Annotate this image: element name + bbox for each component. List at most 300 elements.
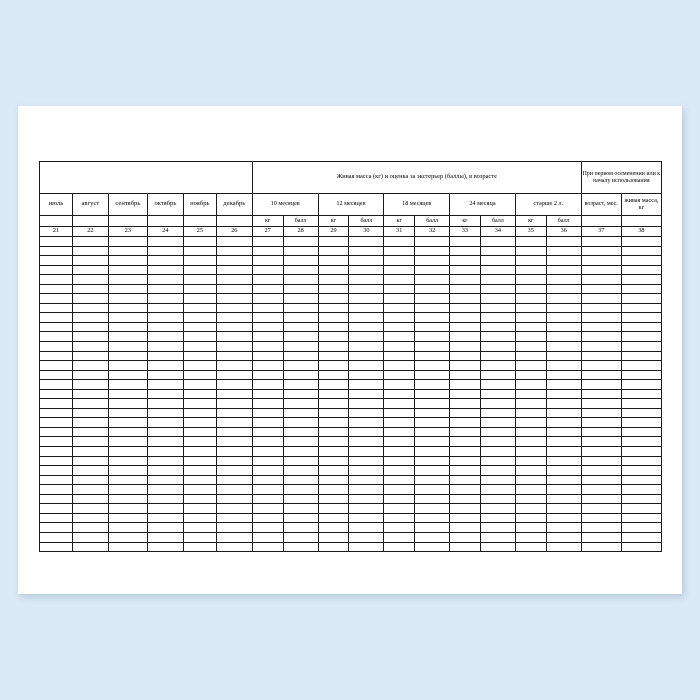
table-cell[interactable] bbox=[147, 542, 183, 552]
table-cell[interactable] bbox=[415, 427, 450, 437]
table-cell[interactable] bbox=[252, 294, 283, 304]
table-cell[interactable] bbox=[318, 399, 349, 409]
table-cell[interactable] bbox=[515, 380, 546, 390]
table-cell[interactable] bbox=[72, 380, 108, 390]
table-cell[interactable] bbox=[349, 342, 384, 352]
table-cell[interactable] bbox=[621, 332, 661, 342]
table-cell[interactable] bbox=[318, 351, 349, 361]
table-cell[interactable] bbox=[480, 456, 515, 466]
table-cell[interactable] bbox=[318, 513, 349, 523]
table-cell[interactable] bbox=[283, 456, 318, 466]
table-cell[interactable] bbox=[108, 466, 147, 476]
table-cell[interactable] bbox=[40, 418, 73, 428]
table-cell[interactable] bbox=[183, 275, 216, 285]
table-cell[interactable] bbox=[480, 361, 515, 371]
table-cell[interactable] bbox=[183, 485, 216, 495]
table-cell[interactable] bbox=[515, 494, 546, 504]
table-cell[interactable] bbox=[450, 322, 481, 332]
table-cell[interactable] bbox=[450, 513, 481, 523]
table-cell[interactable] bbox=[546, 408, 581, 418]
table-cell[interactable] bbox=[415, 275, 450, 285]
table-cell[interactable] bbox=[283, 351, 318, 361]
table-cell[interactable] bbox=[581, 437, 621, 447]
table-cell[interactable] bbox=[621, 456, 661, 466]
table-cell[interactable] bbox=[252, 485, 283, 495]
table-row[interactable] bbox=[40, 408, 662, 418]
table-cell[interactable] bbox=[283, 370, 318, 380]
table-cell[interactable] bbox=[384, 303, 415, 313]
table-cell[interactable] bbox=[40, 427, 73, 437]
table-cell[interactable] bbox=[546, 466, 581, 476]
table-cell[interactable] bbox=[581, 294, 621, 304]
table-cell[interactable] bbox=[384, 313, 415, 323]
table-cell[interactable] bbox=[349, 256, 384, 266]
table-cell[interactable] bbox=[147, 494, 183, 504]
table-cell[interactable] bbox=[318, 456, 349, 466]
table-cell[interactable] bbox=[72, 447, 108, 457]
table-row[interactable] bbox=[40, 427, 662, 437]
table-cell[interactable] bbox=[415, 294, 450, 304]
table-cell[interactable] bbox=[183, 332, 216, 342]
table-cell[interactable] bbox=[515, 284, 546, 294]
table-cell[interactable] bbox=[581, 332, 621, 342]
table-cell[interactable] bbox=[450, 504, 481, 514]
table-cell[interactable] bbox=[546, 370, 581, 380]
table-cell[interactable] bbox=[384, 332, 415, 342]
table-cell[interactable] bbox=[349, 466, 384, 476]
table-cell[interactable] bbox=[480, 322, 515, 332]
table-cell[interactable] bbox=[72, 342, 108, 352]
table-cell[interactable] bbox=[252, 237, 283, 247]
table-cell[interactable] bbox=[349, 485, 384, 495]
table-cell[interactable] bbox=[546, 322, 581, 332]
table-row[interactable] bbox=[40, 351, 662, 361]
table-cell[interactable] bbox=[216, 313, 252, 323]
table-cell[interactable] bbox=[581, 303, 621, 313]
table-cell[interactable] bbox=[252, 370, 283, 380]
table-cell[interactable] bbox=[216, 294, 252, 304]
table-cell[interactable] bbox=[40, 380, 73, 390]
table-cell[interactable] bbox=[318, 361, 349, 371]
table-cell[interactable] bbox=[384, 246, 415, 256]
table-cell[interactable] bbox=[621, 284, 661, 294]
table-cell[interactable] bbox=[480, 370, 515, 380]
table-cell[interactable] bbox=[621, 370, 661, 380]
table-cell[interactable] bbox=[183, 351, 216, 361]
table-cell[interactable] bbox=[621, 504, 661, 514]
table-cell[interactable] bbox=[216, 256, 252, 266]
table-cell[interactable] bbox=[384, 256, 415, 266]
table-cell[interactable] bbox=[515, 370, 546, 380]
table-cell[interactable] bbox=[384, 542, 415, 552]
table-cell[interactable] bbox=[450, 265, 481, 275]
table-cell[interactable] bbox=[515, 456, 546, 466]
table-cell[interactable] bbox=[318, 380, 349, 390]
table-cell[interactable] bbox=[147, 408, 183, 418]
table-cell[interactable] bbox=[108, 246, 147, 256]
table-cell[interactable] bbox=[415, 456, 450, 466]
table-cell[interactable] bbox=[581, 380, 621, 390]
table-cell[interactable] bbox=[318, 342, 349, 352]
table-cell[interactable] bbox=[283, 313, 318, 323]
table-cell[interactable] bbox=[349, 437, 384, 447]
table-row[interactable] bbox=[40, 399, 662, 409]
table-cell[interactable] bbox=[216, 456, 252, 466]
table-cell[interactable] bbox=[40, 408, 73, 418]
table-cell[interactable] bbox=[147, 265, 183, 275]
table-cell[interactable] bbox=[450, 456, 481, 466]
table-cell[interactable] bbox=[546, 332, 581, 342]
table-cell[interactable] bbox=[40, 447, 73, 457]
table-cell[interactable] bbox=[147, 313, 183, 323]
table-cell[interactable] bbox=[216, 303, 252, 313]
table-cell[interactable] bbox=[515, 513, 546, 523]
table-cell[interactable] bbox=[252, 532, 283, 542]
table-cell[interactable] bbox=[415, 542, 450, 552]
table-cell[interactable] bbox=[480, 313, 515, 323]
table-cell[interactable] bbox=[415, 256, 450, 266]
table-cell[interactable] bbox=[283, 284, 318, 294]
table-cell[interactable] bbox=[349, 265, 384, 275]
table-cell[interactable] bbox=[283, 275, 318, 285]
table-cell[interactable] bbox=[318, 418, 349, 428]
table-cell[interactable] bbox=[581, 532, 621, 542]
table-cell[interactable] bbox=[450, 275, 481, 285]
table-cell[interactable] bbox=[147, 342, 183, 352]
table-cell[interactable] bbox=[40, 437, 73, 447]
table-cell[interactable] bbox=[349, 322, 384, 332]
table-cell[interactable] bbox=[415, 447, 450, 457]
table-cell[interactable] bbox=[450, 256, 481, 266]
table-cell[interactable] bbox=[108, 532, 147, 542]
table-cell[interactable] bbox=[621, 246, 661, 256]
table-cell[interactable] bbox=[108, 456, 147, 466]
table-cell[interactable] bbox=[72, 303, 108, 313]
table-cell[interactable] bbox=[252, 389, 283, 399]
table-cell[interactable] bbox=[108, 256, 147, 266]
table-cell[interactable] bbox=[108, 284, 147, 294]
table-cell[interactable] bbox=[546, 389, 581, 399]
table-cell[interactable] bbox=[40, 351, 73, 361]
table-cell[interactable] bbox=[581, 475, 621, 485]
table-cell[interactable] bbox=[40, 303, 73, 313]
table-cell[interactable] bbox=[183, 256, 216, 266]
table-cell[interactable] bbox=[252, 504, 283, 514]
table-cell[interactable] bbox=[349, 389, 384, 399]
table-row[interactable] bbox=[40, 303, 662, 313]
table-cell[interactable] bbox=[450, 447, 481, 457]
table-cell[interactable] bbox=[621, 351, 661, 361]
table-cell[interactable] bbox=[581, 408, 621, 418]
table-cell[interactable] bbox=[108, 351, 147, 361]
table-cell[interactable] bbox=[108, 494, 147, 504]
table-cell[interactable] bbox=[415, 265, 450, 275]
table-cell[interactable] bbox=[108, 408, 147, 418]
table-cell[interactable] bbox=[621, 532, 661, 542]
table-cell[interactable] bbox=[621, 437, 661, 447]
table-cell[interactable] bbox=[147, 256, 183, 266]
table-cell[interactable] bbox=[546, 494, 581, 504]
table-cell[interactable] bbox=[183, 542, 216, 552]
table-cell[interactable] bbox=[450, 303, 481, 313]
table-cell[interactable] bbox=[40, 485, 73, 495]
table-cell[interactable] bbox=[216, 361, 252, 371]
table-cell[interactable] bbox=[72, 351, 108, 361]
table-cell[interactable] bbox=[252, 408, 283, 418]
table-cell[interactable] bbox=[581, 504, 621, 514]
table-cell[interactable] bbox=[621, 408, 661, 418]
table-cell[interactable] bbox=[216, 322, 252, 332]
table-cell[interactable] bbox=[480, 342, 515, 352]
table-cell[interactable] bbox=[147, 456, 183, 466]
table-cell[interactable] bbox=[216, 284, 252, 294]
table-cell[interactable] bbox=[283, 408, 318, 418]
table-cell[interactable] bbox=[216, 523, 252, 533]
table-cell[interactable] bbox=[108, 380, 147, 390]
table-cell[interactable] bbox=[183, 313, 216, 323]
table-cell[interactable] bbox=[252, 427, 283, 437]
table-cell[interactable] bbox=[621, 275, 661, 285]
table-cell[interactable] bbox=[72, 466, 108, 476]
table-cell[interactable] bbox=[349, 370, 384, 380]
table-cell[interactable] bbox=[72, 313, 108, 323]
table-cell[interactable] bbox=[108, 237, 147, 247]
table-cell[interactable] bbox=[283, 466, 318, 476]
table-cell[interactable] bbox=[72, 427, 108, 437]
table-cell[interactable] bbox=[480, 399, 515, 409]
table-cell[interactable] bbox=[318, 389, 349, 399]
table-cell[interactable] bbox=[318, 284, 349, 294]
table-cell[interactable] bbox=[349, 475, 384, 485]
table-row[interactable] bbox=[40, 332, 662, 342]
table-cell[interactable] bbox=[515, 485, 546, 495]
table-cell[interactable] bbox=[349, 284, 384, 294]
table-cell[interactable] bbox=[480, 427, 515, 437]
table-row[interactable] bbox=[40, 246, 662, 256]
table-cell[interactable] bbox=[515, 475, 546, 485]
table-cell[interactable] bbox=[450, 342, 481, 352]
table-cell[interactable] bbox=[546, 342, 581, 352]
table-cell[interactable] bbox=[515, 389, 546, 399]
table-cell[interactable] bbox=[349, 313, 384, 323]
table-cell[interactable] bbox=[147, 485, 183, 495]
table-cell[interactable] bbox=[415, 332, 450, 342]
table-cell[interactable] bbox=[40, 294, 73, 304]
table-cell[interactable] bbox=[450, 332, 481, 342]
table-cell[interactable] bbox=[480, 485, 515, 495]
table-cell[interactable] bbox=[318, 466, 349, 476]
table-cell[interactable] bbox=[546, 437, 581, 447]
table-cell[interactable] bbox=[546, 456, 581, 466]
table-cell[interactable] bbox=[147, 370, 183, 380]
table-cell[interactable] bbox=[283, 389, 318, 399]
table-cell[interactable] bbox=[581, 256, 621, 266]
table-cell[interactable] bbox=[183, 294, 216, 304]
table-cell[interactable] bbox=[108, 275, 147, 285]
table-cell[interactable] bbox=[349, 237, 384, 247]
table-cell[interactable] bbox=[40, 466, 73, 476]
table-cell[interactable] bbox=[108, 399, 147, 409]
table-cell[interactable] bbox=[147, 399, 183, 409]
table-cell[interactable] bbox=[216, 513, 252, 523]
table-cell[interactable] bbox=[621, 313, 661, 323]
table-cell[interactable] bbox=[283, 437, 318, 447]
table-cell[interactable] bbox=[216, 237, 252, 247]
table-cell[interactable] bbox=[318, 485, 349, 495]
table-cell[interactable] bbox=[40, 256, 73, 266]
table-cell[interactable] bbox=[40, 284, 73, 294]
table-cell[interactable] bbox=[216, 332, 252, 342]
table-cell[interactable] bbox=[384, 399, 415, 409]
table-cell[interactable] bbox=[252, 284, 283, 294]
table-cell[interactable] bbox=[581, 523, 621, 533]
table-cell[interactable] bbox=[183, 427, 216, 437]
table-cell[interactable] bbox=[216, 427, 252, 437]
table-row[interactable] bbox=[40, 523, 662, 533]
table-cell[interactable] bbox=[621, 237, 661, 247]
table-cell[interactable] bbox=[581, 418, 621, 428]
table-cell[interactable] bbox=[318, 523, 349, 533]
table-cell[interactable] bbox=[415, 351, 450, 361]
table-cell[interactable] bbox=[283, 265, 318, 275]
table-cell[interactable] bbox=[450, 466, 481, 476]
table-cell[interactable] bbox=[480, 504, 515, 514]
table-cell[interactable] bbox=[40, 275, 73, 285]
table-row[interactable] bbox=[40, 532, 662, 542]
table-cell[interactable] bbox=[384, 265, 415, 275]
table-cell[interactable] bbox=[108, 485, 147, 495]
table-cell[interactable] bbox=[108, 342, 147, 352]
table-cell[interactable] bbox=[384, 284, 415, 294]
table-cell[interactable] bbox=[546, 399, 581, 409]
table-cell[interactable] bbox=[480, 466, 515, 476]
table-cell[interactable] bbox=[72, 475, 108, 485]
table-cell[interactable] bbox=[72, 265, 108, 275]
table-row[interactable] bbox=[40, 322, 662, 332]
table-cell[interactable] bbox=[72, 332, 108, 342]
table-cell[interactable] bbox=[349, 532, 384, 542]
table-cell[interactable] bbox=[108, 389, 147, 399]
table-cell[interactable] bbox=[546, 313, 581, 323]
table-cell[interactable] bbox=[147, 246, 183, 256]
table-cell[interactable] bbox=[415, 380, 450, 390]
table-cell[interactable] bbox=[349, 513, 384, 523]
table-cell[interactable] bbox=[450, 313, 481, 323]
table-cell[interactable] bbox=[621, 256, 661, 266]
table-cell[interactable] bbox=[147, 351, 183, 361]
table-cell[interactable] bbox=[480, 275, 515, 285]
table-cell[interactable] bbox=[480, 447, 515, 457]
table-cell[interactable] bbox=[581, 370, 621, 380]
table-cell[interactable] bbox=[252, 380, 283, 390]
table-row[interactable] bbox=[40, 466, 662, 476]
table-cell[interactable] bbox=[72, 494, 108, 504]
table-cell[interactable] bbox=[384, 361, 415, 371]
table-cell[interactable] bbox=[72, 294, 108, 304]
table-cell[interactable] bbox=[480, 284, 515, 294]
table-cell[interactable] bbox=[283, 399, 318, 409]
table-cell[interactable] bbox=[147, 389, 183, 399]
table-cell[interactable] bbox=[108, 332, 147, 342]
table-cell[interactable] bbox=[581, 389, 621, 399]
table-cell[interactable] bbox=[621, 475, 661, 485]
table-cell[interactable] bbox=[384, 408, 415, 418]
table-row[interactable] bbox=[40, 237, 662, 247]
table-cell[interactable] bbox=[546, 532, 581, 542]
table-cell[interactable] bbox=[415, 418, 450, 428]
table-cell[interactable] bbox=[40, 313, 73, 323]
table-cell[interactable] bbox=[183, 475, 216, 485]
table-cell[interactable] bbox=[108, 437, 147, 447]
table-cell[interactable] bbox=[621, 399, 661, 409]
table-cell[interactable] bbox=[384, 485, 415, 495]
table-cell[interactable] bbox=[183, 303, 216, 313]
table-cell[interactable] bbox=[40, 332, 73, 342]
table-cell[interactable] bbox=[216, 246, 252, 256]
table-cell[interactable] bbox=[252, 256, 283, 266]
table-cell[interactable] bbox=[581, 313, 621, 323]
table-cell[interactable] bbox=[40, 475, 73, 485]
table-cell[interactable] bbox=[283, 542, 318, 552]
table-cell[interactable] bbox=[480, 389, 515, 399]
table-cell[interactable] bbox=[546, 513, 581, 523]
table-cell[interactable] bbox=[581, 456, 621, 466]
table-cell[interactable] bbox=[183, 246, 216, 256]
table-cell[interactable] bbox=[621, 389, 661, 399]
table-cell[interactable] bbox=[252, 399, 283, 409]
table-cell[interactable] bbox=[283, 504, 318, 514]
table-cell[interactable] bbox=[108, 294, 147, 304]
table-cell[interactable] bbox=[349, 246, 384, 256]
table-cell[interactable] bbox=[349, 408, 384, 418]
table-cell[interactable] bbox=[72, 456, 108, 466]
table-row[interactable] bbox=[40, 284, 662, 294]
table-cell[interactable] bbox=[252, 542, 283, 552]
table-cell[interactable] bbox=[216, 504, 252, 514]
table-row[interactable] bbox=[40, 513, 662, 523]
table-cell[interactable] bbox=[183, 342, 216, 352]
table-cell[interactable] bbox=[318, 437, 349, 447]
table-cell[interactable] bbox=[283, 322, 318, 332]
table-cell[interactable] bbox=[216, 437, 252, 447]
table-cell[interactable] bbox=[515, 408, 546, 418]
table-cell[interactable] bbox=[450, 485, 481, 495]
table-cell[interactable] bbox=[480, 332, 515, 342]
table-cell[interactable] bbox=[318, 447, 349, 457]
table-cell[interactable] bbox=[40, 494, 73, 504]
table-cell[interactable] bbox=[415, 494, 450, 504]
table-cell[interactable] bbox=[581, 542, 621, 552]
table-cell[interactable] bbox=[183, 361, 216, 371]
table-cell[interactable] bbox=[621, 494, 661, 504]
table-cell[interactable] bbox=[384, 504, 415, 514]
table-cell[interactable] bbox=[450, 380, 481, 390]
table-cell[interactable] bbox=[183, 513, 216, 523]
table-cell[interactable] bbox=[40, 542, 73, 552]
table-cell[interactable] bbox=[480, 513, 515, 523]
table-cell[interactable] bbox=[147, 237, 183, 247]
table-cell[interactable] bbox=[621, 303, 661, 313]
table-cell[interactable] bbox=[546, 504, 581, 514]
table-cell[interactable] bbox=[415, 408, 450, 418]
table-cell[interactable] bbox=[349, 456, 384, 466]
table-cell[interactable] bbox=[415, 313, 450, 323]
table-cell[interactable] bbox=[283, 380, 318, 390]
table-cell[interactable] bbox=[480, 351, 515, 361]
table-cell[interactable] bbox=[283, 485, 318, 495]
table-cell[interactable] bbox=[40, 523, 73, 533]
table-cell[interactable] bbox=[216, 408, 252, 418]
